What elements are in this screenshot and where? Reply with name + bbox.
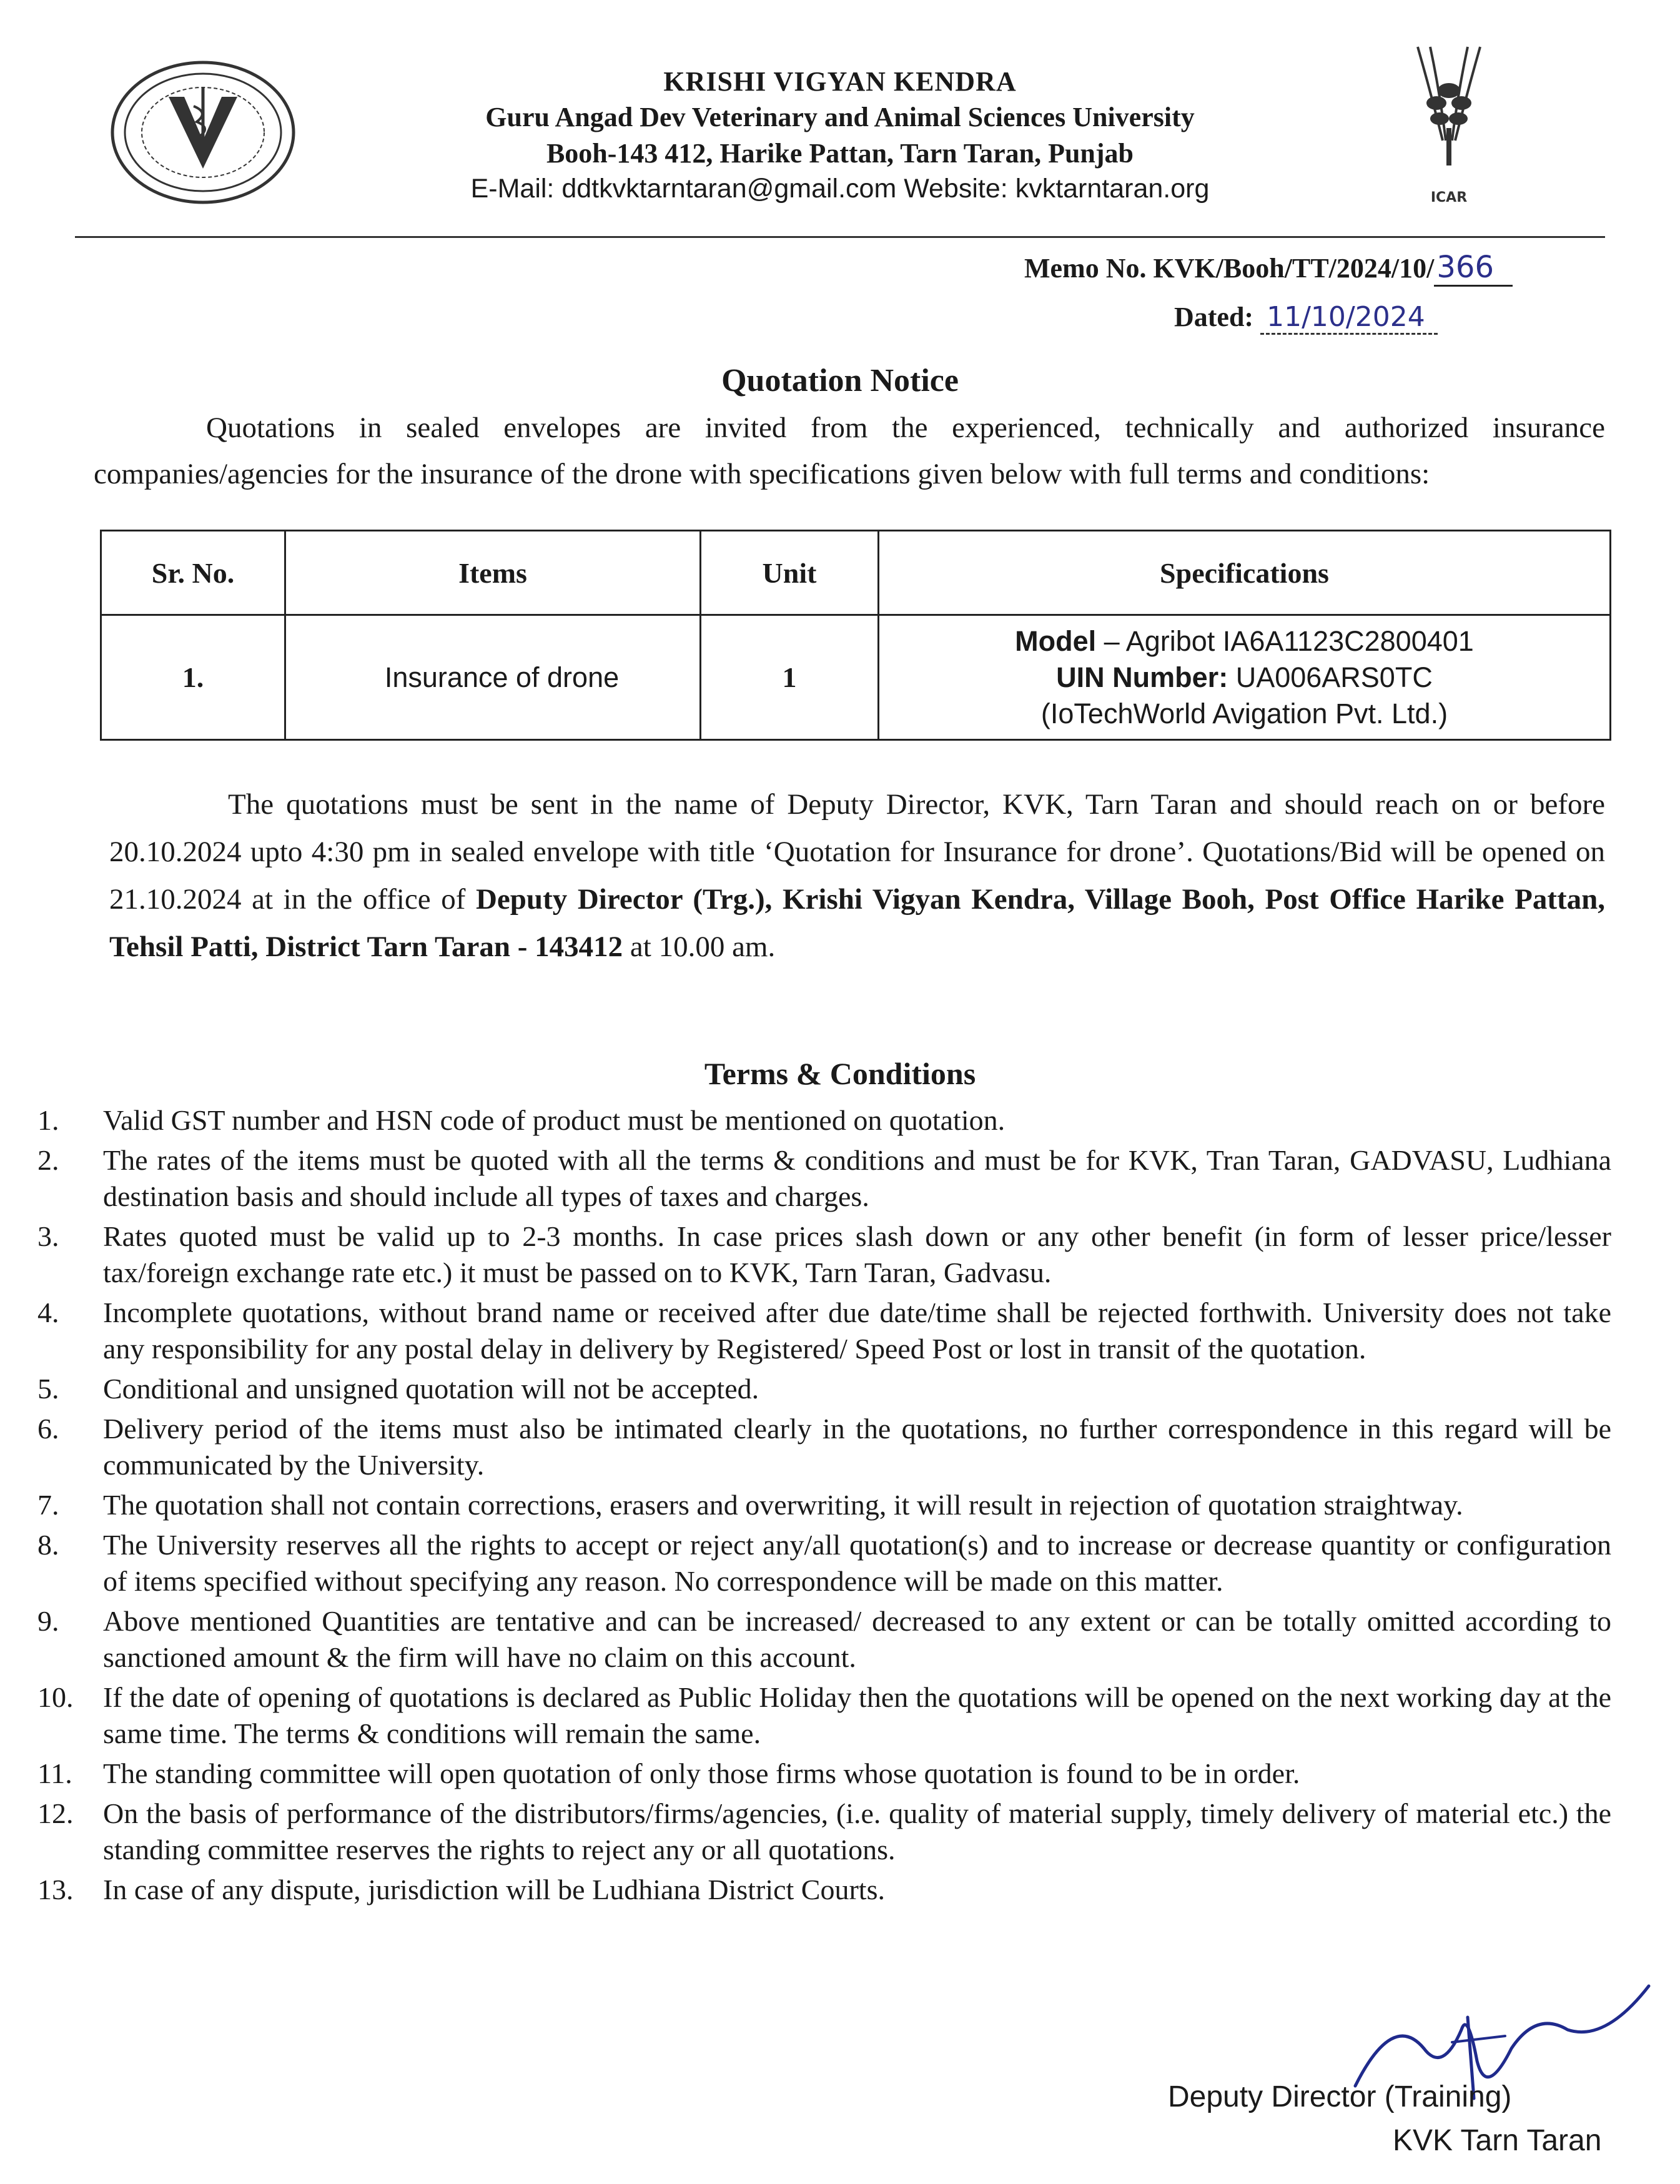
term-number: 5. (37, 1373, 59, 1405)
spec-model-label: Model (1015, 625, 1097, 657)
memo-date (1174, 301, 1438, 333)
term-number: 2. (37, 1144, 59, 1176)
header-unit: Unit (701, 531, 879, 615)
spec-uin-label: UIN Number: (1056, 661, 1228, 693)
submission-text-1: The quotations must be sent in the name of Deputy Director, KVK, Tarn Taran and should reach on or before 20.10.2024 upto 4:30 pm in sealed envelope with title ‘Quotation for Insurance for drone’. Quotations/Bid will be opened on 21.10.2024 at in the office of (109, 788, 1605, 916)
notice-title: Quotation Notice (721, 363, 959, 398)
term-text: The quotation shall not contain corrections, erasers and overwriting, it will result in rejection of quotation straightway. (103, 1489, 1463, 1521)
list-item (37, 1371, 1611, 1407)
letterhead-divider (75, 236, 1605, 238)
term-number: 7. (37, 1489, 59, 1521)
term-text: Delivery period of the items must also be intimated clearly in the quotations, no further correspondence in this regard will be communicated by the University. (103, 1413, 1611, 1481)
list-item (37, 1756, 1611, 1792)
list-item (37, 1218, 1611, 1291)
term-text: Rates quoted must be valid up to 2-3 months. In case prices slash down or any other benefit (in form of lesser price/lesser tax/foreign exchange rate etc.) it must be passed on to KVK, Tarn Taran, Gadvasu. (103, 1220, 1611, 1288)
memo-label: Memo No. KVK/Booh/TT/2024/10/ (1024, 253, 1435, 284)
term-number: 4. (37, 1297, 59, 1328)
header-sr-no: Sr. No. (101, 531, 285, 615)
term-number: 6. (37, 1413, 59, 1445)
icar-logo (1393, 34, 1505, 215)
submission-text-2: at 10.00 am. (623, 931, 776, 963)
term-text: The rates of the items must be quoted with all the terms & conditions and must be for KVK, Tran Taran, GADVASU, Ludhiana destination basis and should include all types of taxes and charges. (103, 1144, 1611, 1212)
header-specifications: Specifications (879, 531, 1611, 615)
term-text: If the date of opening of quotations is declared as Public Holiday then the quotations will be opened on the next working day at the same time. The terms & conditions will remain the same. (103, 1681, 1611, 1749)
table-header-row (101, 531, 1611, 615)
memo-handwritten-number: 366 (1434, 250, 1513, 287)
university-seal-logo (109, 59, 297, 206)
table-row (101, 615, 1611, 740)
cell-specifications (879, 615, 1611, 740)
cell-item: Insurance of drone (285, 615, 701, 740)
items-table (100, 530, 1611, 741)
term-text: The standing committee will open quotation of only those firms whose quotation is found to be in order. (103, 1757, 1300, 1789)
list-item (37, 1487, 1611, 1523)
list-item (37, 1102, 1611, 1139)
list-item (37, 1295, 1611, 1367)
terms-list (37, 1102, 1611, 1912)
term-text: The University reserves all the rights to accept or reject any/all quotation(s) and to increase or decrease quantity or configuration of items specified without specifying any reason. No correspondence will be made on this matter. (103, 1529, 1611, 1597)
list-item (37, 1142, 1611, 1215)
list-item (37, 1527, 1611, 1599)
dated-label: Dated: (1174, 302, 1254, 332)
list-item (37, 1603, 1611, 1676)
spec-manufacturer: (IoTechWorld Avigation Pvt. Ltd.) (1040, 697, 1448, 729)
org-name: KRISHI VIGYAN KENDRA (663, 66, 1017, 97)
term-text: Above mentioned Quantities are tentative and can be increased/ decreased to any extent or can be totally omitted according to sanctioned amount & the firm will have no claim on this account. (103, 1605, 1611, 1673)
term-number: 10. (37, 1681, 74, 1713)
term-text: In case of any dispute, jurisdiction will be Ludhiana District Courts. (103, 1874, 885, 1905)
term-text: On the basis of performance of the distributors/firms/agencies, (i.e. quality of material supply, timely delivery of material etc.) the standing committee reserves the rights to reject any or all quotations. (103, 1797, 1611, 1865)
term-text: Incomplete quotations, without brand name or received after due date/time shall be rejected forthwith. University does not take any responsibility for any postal delay in delivery by Registered/ Speed Post or lost in transit of the quotation. (103, 1297, 1611, 1365)
term-number: 13. (37, 1874, 74, 1905)
memo-number (1024, 250, 1513, 285)
header-items: Items (285, 531, 701, 615)
submission-paragraph (109, 781, 1605, 971)
term-number: 3. (37, 1220, 59, 1252)
term-number: 12. (37, 1797, 74, 1829)
spec-model-value: – Agribot IA6A1123C2800401 (1096, 625, 1474, 657)
signatory-designation: Deputy Director (Training) (1168, 2080, 1512, 2113)
spec-uin-value: UA006ARS0TC (1228, 661, 1433, 693)
list-item (37, 1872, 1611, 1908)
org-address: Booh-143 412, Harike Pattan, Tarn Taran, Punjab (546, 138, 1134, 169)
svg-text:ICAR: ICAR (1430, 190, 1468, 205)
list-item (37, 1679, 1611, 1752)
term-number: 8. (37, 1529, 59, 1561)
org-contact: E-Mail: ddtkvktarntaran@gmail.com Website: kvktarntaran.org (470, 174, 1210, 204)
dated-handwritten: 11/10/2024 (1260, 301, 1438, 335)
university-name: Guru Angad Dev Veterinary and Animal Sciences University (485, 102, 1195, 132)
terms-heading: Terms & Conditions (704, 1056, 976, 1091)
list-item (37, 1796, 1611, 1868)
term-text: Conditional and unsigned quotation will not be accepted. (103, 1373, 759, 1405)
spec-uin (880, 660, 1609, 696)
spec-model (880, 623, 1609, 660)
term-text: Valid GST number and HSN code of product must be mentioned on quotation. (103, 1104, 1006, 1136)
term-number: 11. (37, 1757, 72, 1789)
term-number: 9. (37, 1605, 59, 1637)
submission-venue: Deputy Director (Trg.), Krishi Vigyan Kendra, Village Booh, Post Office Harike Pattan, Tehsil Patti, District Tarn Taran - 143412 (109, 883, 1606, 963)
cell-unit: 1 (701, 615, 879, 740)
intro-paragraph: Quotations in sealed envelopes are invited from the experienced, technically and authorized insurance companies/agencies for the insurance of the drone with specifications given below with full terms and conditions: (94, 412, 1605, 490)
term-number: 1. (37, 1104, 59, 1136)
cell-sr-no: 1. (101, 615, 285, 740)
list-item (37, 1411, 1611, 1483)
signatory-office: KVK Tarn Taran (1393, 2124, 1602, 2157)
